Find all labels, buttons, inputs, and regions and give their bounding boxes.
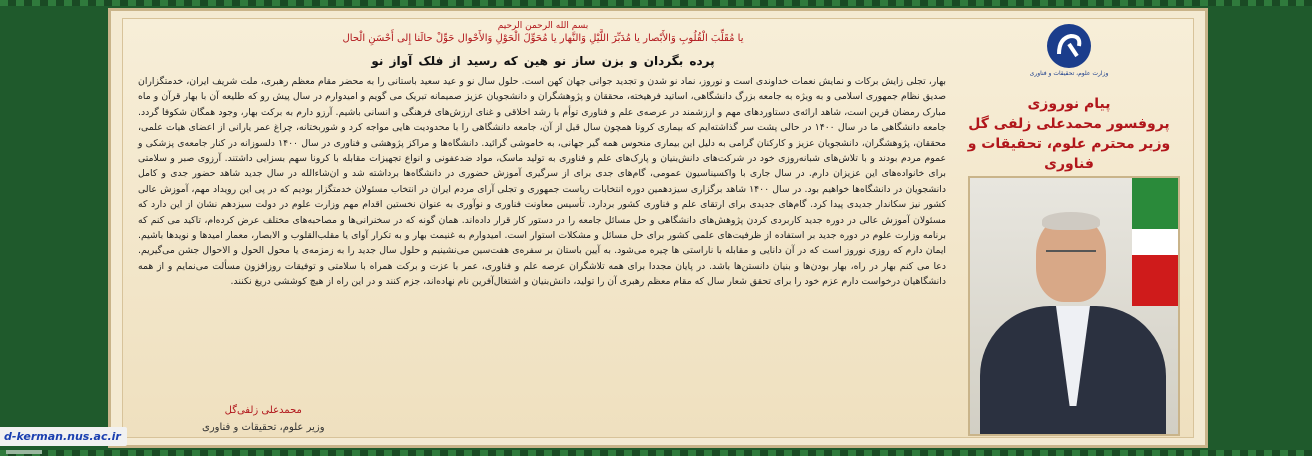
- ministry-logo: [1047, 24, 1091, 68]
- top-border-stripe: [0, 0, 1312, 6]
- bismillah-line: بسم الله الرحمن الرحیم: [497, 21, 589, 31]
- signature-title: وزیر علوم، تحقیقات و فناوری: [202, 422, 325, 433]
- signature-block: [202, 402, 325, 436]
- nowruz-dua: یا مُقَلِّبَ الْقُلُوبِ وَالأَبْصار یا مُدَبِّرَ اللَّیْلِ وَالنَّهار یا مُحَوِّلَ الْحَوْلِ وَالأَحْوال حَوِّلْ حالَنا إِلی أَحْسَنِ الْحال: [342, 33, 744, 44]
- card-heading-nowruz: پیام نوروزی: [1027, 96, 1111, 112]
- bottom-border-stripe: [0, 450, 1312, 456]
- iran-flag-icon: [1132, 178, 1178, 306]
- corner-decoration: [6, 450, 42, 454]
- message-text-area: [134, 20, 952, 436]
- message-body: بهار، تجلی زایش برکات و نمایش نعمات خداوندی است و نوروز، نماد نو شدن و تجدید جوانی جهان کهن است. حلول سال نو و عید سعید باستانی را به محضر مقام معظم رهبری، ملت شریف ایران، خدمتگزاران صدیق نظام جمهوری اسلامی و به ویژه به جامعه بزرگ دانشگاهی، اساتید فرهیخته، محققان و پژوهشگران و دانشجویان عزیز صمیمانه تبریک می گویم و امیدوارم در سال پیش رو که طلیعه آن با بهار قرآن و ماه مبارک رمضان قرین است، شاهد ارائه‌ی دستاوردهای مهم و ارزشمند در عرصه‌ی علم و فناوری توأم با رشد اخلاقی و غنای ارزش‌های فرهنگی و انسانی باشیم. آرزو دارم به برکت بهار، وجود همگان شکوفا گردد. جامعه دانشگاهی ما در سال ۱۴۰۰ در حالی پشت سر گذاشته‌ایم که بیماری کرونا همچون سال قبل از آن، جامعه دانشگاهی را با محدودیت هایی مواجه کرد و شوربختانه، چراغ عمر یارانی از اعضای هیات علمی، محققان، پژوهشگران، دانشجویان عزیز و کارکنان گرامی به دلیل این بیماری منحوس همه گیر جهانی، به خاموشی گرائید. دانشگاه‌ها و مراکز پژوهشی و فناوری در سال ۱۴۰۰ دلسوزانه در کنار جامعه‌ی پزشکی و عموم مردم بودند و با تلاش‌های شبانه‌روزی خود در شرکت‌های دانش‌بنیان و پارک‌های علم و فناوری به تولید ماسک، مواد ضدعفونی و انواع تجهیزات مقابله با کرونا سهم بسزایی داشتند. آرزوی صبر و سلامتی برای خانواده‌های این عزیزان دارم. در سال جاری با واکسیناسیون عمومی، گام‌های جدی برای از سرگیری آموزش حضوری در دانشگاه‌ها برداشته شد و ان‌شاءالله در سال جدید شاهد حضور جدی و کامل دانشجویان در دانشگاه‌ها خواهیم بود. در سال ۱۴۰۰ شاهد برگزاری سیزدهمین دوره انتخابات ریاست جمهوری و تجلی آرای مردم ایران در انتخاب مسئولان خدمتگزار بودیم که در پی این رویداد مهم، آموزش عالی کشور نیز سکاندار جدیدی پیدا کرد. گام‌های جدیدی برای ارتقای علم و فناوری کشور بردارد. تأسیس معاونت فناوری و نوآوری به عنوان نخستین اقدام مهم وزارت علوم در دولت سیزدهم نشان از این دارد که مسئولان آموزش عالی در دوره جدید کاربردی کردن پژوهش‌های دانشگاهی و حل مسائل جامعه را در دستور کار قرار داده‌اند. همان گونه که در سخنرانی‌ها و مصاحبه‌های مختلف عرض کرده‌ام، تاکید می کنم که برنامه وزارت علوم در دوره جدید بر استفاده از ظرفیت‌های علمی کشور برای حل مسائل و مشکلات استوار است. امیدوارم به غنیمت بهار و به تکرار آوای یا مقلب‌القلوب و الابصار، معمار امیدها و نویدها باشیم. ایمان دارم که روزی نوروز است که در آن دانایی و مقابله با ناراستی ها چیره می‌شود. به آیین باستان بر سفره‌ی هفت‌سین می‌نشینیم و حلول سال جدید را به زمزمه‌ی یا محول الحول و الاحوال جشن می‌گیریم. دعا می کنم بهار در راه، بهار بودن‌ها و بنیان دانستن‌ها باشد. در پایان مجددا برای همه تلاشگران عرصه علم و فناوری، عمر با عزت و برکت همراه با سلامتی و توفیقات روزافزون مسألت می‌نمایم و از همه دانشگاهیان درخواست دارم عزم خود را برای تحقق شعار سال که مقام معظم رهبری آن را تولید، دانش‌بنیان و اشتغال‌آفرین نام نهاده‌اند، جزم کنند و در این راه از هیچ کوششی دریغ نکنند.: [138, 76, 946, 288]
- card-heading-title: وزیر محترم علوم، تحقیقات و فناوری: [967, 136, 1171, 172]
- message-banner: [108, 8, 1208, 448]
- minister-card: [954, 22, 1184, 434]
- site-url-link[interactable]: d-kerman.nus.ac.ir: [0, 427, 127, 446]
- minister-portrait: [968, 176, 1180, 436]
- card-heading-name: پروفسور محمدعلی زلفی گل: [968, 116, 1170, 132]
- logo-caption: وزارت علوم، تحقیقات و فناوری: [1029, 70, 1109, 77]
- signature-name: محمدعلی زلفی‌گل: [224, 405, 302, 416]
- poem-verse: پرده بگردان و بزن ساز نو هین که رسید از فلک آواز نو: [371, 54, 715, 68]
